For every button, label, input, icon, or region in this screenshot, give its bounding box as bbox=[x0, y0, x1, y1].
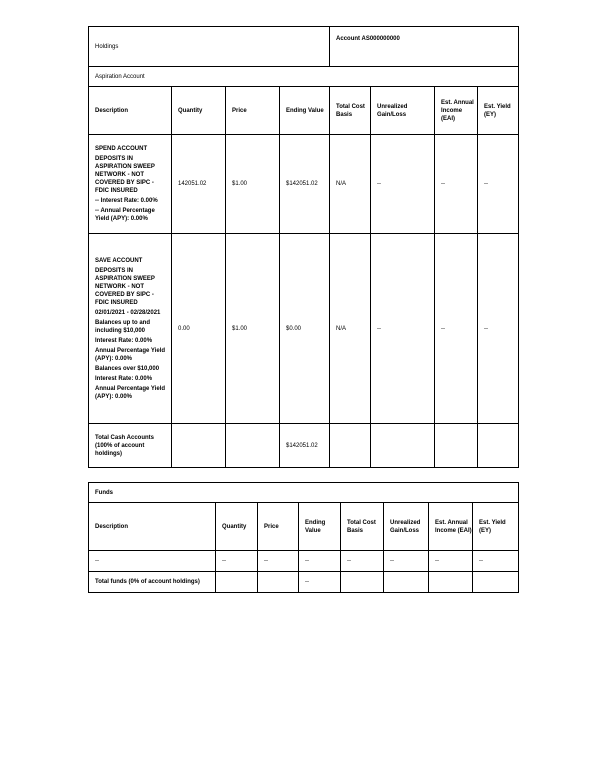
save-line: DEPOSITS IN ASPIRATION SWEEP NETWORK - NOT COVERED BY SIPC - FDIC INSURED bbox=[95, 267, 155, 306]
col-ey: Est. Yield (EY) bbox=[473, 503, 519, 551]
save-line: Interest Rate: 0.00% bbox=[95, 375, 153, 382]
spend-title: SPEND ACCOUNT bbox=[95, 146, 148, 152]
total-funds-ending-value: -- bbox=[299, 572, 341, 593]
save-line: 02/01/2021 - 02/28/2021 bbox=[95, 309, 161, 316]
funds-cell: -- bbox=[216, 551, 258, 572]
col-price: Price bbox=[226, 87, 280, 135]
funds-cell: -- bbox=[89, 551, 216, 572]
funds-title: Funds bbox=[89, 483, 519, 503]
spend-ey: -- bbox=[478, 135, 519, 234]
col-eai: Est. Annual Income (EAI) bbox=[429, 503, 473, 551]
table-row bbox=[89, 135, 519, 234]
funds-cell: -- bbox=[258, 551, 299, 572]
col-quantity: Quantity bbox=[216, 503, 258, 551]
save-ending-value: $0.00 bbox=[280, 234, 330, 424]
spend-price: $1.00 bbox=[226, 135, 280, 234]
total-row bbox=[89, 424, 519, 468]
funds-cell: -- bbox=[299, 551, 341, 572]
col-total-cost-basis: Total Cost Basis bbox=[341, 503, 384, 551]
table-row bbox=[89, 234, 519, 424]
col-eai: Est. Annual Income (EAI) bbox=[435, 87, 478, 135]
col-ending-value: Ending Value bbox=[280, 87, 330, 135]
save-line: Annual Percentage Yield (APY): 0.00% bbox=[95, 385, 166, 400]
col-price: Price bbox=[258, 503, 299, 551]
funds-cell: -- bbox=[384, 551, 429, 572]
spend-gain-loss: -- bbox=[371, 135, 435, 234]
save-eai: -- bbox=[435, 234, 478, 424]
col-quantity: Quantity bbox=[172, 87, 226, 135]
save-line: Balances over $10,000 bbox=[95, 365, 160, 372]
total-row bbox=[89, 572, 519, 593]
col-ey: Est. Yield (EY) bbox=[478, 87, 519, 135]
funds-cell: -- bbox=[473, 551, 519, 572]
spend-quantity: 142051.02 bbox=[172, 135, 226, 234]
total-funds-label: Total funds (0% of account holdings) bbox=[89, 572, 216, 593]
account-number: Account AS000000000 bbox=[330, 27, 519, 67]
total-cash-label: Total Cash Accounts (100% of account holdings) bbox=[89, 424, 172, 468]
spend-line: -- Annual Percentage Yield (APY): 0.00% bbox=[95, 208, 155, 222]
col-unrealized-gain-loss: Unrealized Gain/Loss bbox=[371, 87, 435, 135]
funds-table bbox=[88, 482, 519, 593]
save-title: SAVE ACCOUNT bbox=[95, 257, 143, 264]
save-line: Annual Percentage Yield (APY): 0.00% bbox=[95, 347, 166, 362]
section-aspiration-account: Aspiration Account bbox=[89, 67, 519, 87]
save-cost-basis: N/A bbox=[330, 234, 371, 424]
save-ey: -- bbox=[478, 234, 519, 424]
spend-line: -- Interest Rate: 0.00% bbox=[95, 198, 158, 204]
holdings-title: Holdings bbox=[89, 27, 330, 67]
save-price: $1.00 bbox=[226, 234, 280, 424]
col-description: Description bbox=[89, 87, 172, 135]
total-cash-ending-value: $142051.02 bbox=[280, 424, 330, 468]
col-ending-value: Ending Value bbox=[299, 503, 341, 551]
col-unrealized-gain-loss: Unrealized Gain/Loss bbox=[384, 503, 429, 551]
spend-line: DEPOSITS IN ASPIRATION SWEEP NETWORK - NOT COVERED BY SIPC - FDIC INSURED bbox=[95, 156, 155, 194]
save-quantity: 0.00 bbox=[172, 234, 226, 424]
save-gain-loss: -- bbox=[371, 234, 435, 424]
spend-eai: -- bbox=[435, 135, 478, 234]
spend-ending-value: $142051.02 bbox=[280, 135, 330, 234]
col-description: Description bbox=[89, 503, 216, 551]
save-line: Interest Rate: 0.00% bbox=[95, 337, 153, 344]
col-total-cost-basis: Total Cost Basis bbox=[330, 87, 371, 135]
spend-cost-basis: N/A bbox=[330, 135, 371, 234]
save-line: Balances up to and including $10,000 bbox=[95, 319, 151, 334]
funds-cell: -- bbox=[429, 551, 473, 572]
holdings-table bbox=[88, 26, 519, 468]
table-row bbox=[89, 551, 519, 572]
funds-cell: -- bbox=[341, 551, 384, 572]
